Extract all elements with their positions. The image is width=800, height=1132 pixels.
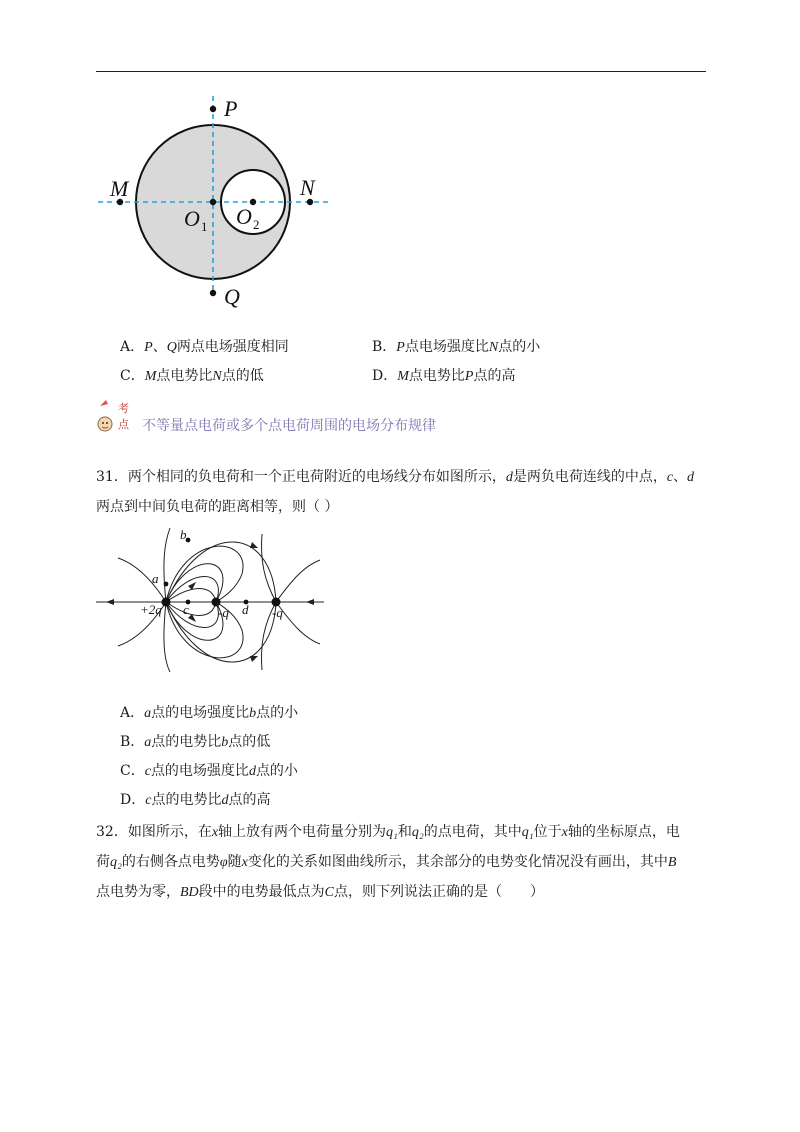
q30-option-a[interactable]: A．P、Q两点电场强度相同 xyxy=(120,339,289,355)
header-rule xyxy=(96,71,706,72)
q31-option-a[interactable]: A．a点的电场强度比b点的小 xyxy=(120,705,299,721)
label-neg-charge-2: -q xyxy=(272,605,283,620)
charge-positive xyxy=(162,598,171,607)
label-n: N xyxy=(300,175,315,200)
label-o2-sub: 2 xyxy=(253,217,260,232)
knowledge-point-text: 不等量点电荷或多个点电荷周围的电场分布规律 xyxy=(142,418,436,434)
q31-stem-line1: 31．两个相同的负电荷和一个正电荷附近的电场线分布如图所示，d是两负电荷连线的中点，c、d xyxy=(96,469,695,485)
q31-stem-line2: 两点到中间负电荷的距离相等，则（ ） xyxy=(96,499,339,515)
point-o1 xyxy=(210,199,216,205)
point-p xyxy=(210,106,216,112)
q31-option-c[interactable]: C．c点的电场强度比d点的小 xyxy=(120,763,298,779)
figure-field-lines xyxy=(92,524,332,674)
label-pos-charge: +2q xyxy=(140,602,162,617)
q31-option-b[interactable]: B．a点的电势比b点的低 xyxy=(120,734,271,750)
point-q xyxy=(210,290,216,296)
kaodian-badge-bottom: 点 xyxy=(118,418,129,431)
figure-hollow-sphere xyxy=(90,92,350,312)
q30-option-b[interactable]: B．P点电场强度比N点的小 xyxy=(372,339,541,355)
q32-stem-line2: 荷q₂的右侧各点电势φ随x变化的关系如图曲线所示，其余部分的电势变化情况没有画出，其中B xyxy=(96,854,677,870)
label-o1: O xyxy=(184,206,200,231)
q30-option-c[interactable]: C．M点电势比N点的低 xyxy=(120,368,264,384)
label-b: b xyxy=(180,527,187,542)
label-d: d xyxy=(242,602,249,617)
label-neg-charge-1: -q xyxy=(218,605,229,620)
q30-option-d[interactable]: D．M点电势比P点的高 xyxy=(372,368,516,384)
q31-option-d[interactable]: D．c点的电势比d点的高 xyxy=(120,792,271,808)
kaodian-badge-top: 考 xyxy=(118,402,129,415)
label-a: a xyxy=(152,571,159,586)
knowledge-point xyxy=(90,396,510,436)
label-p: P xyxy=(224,96,238,121)
q32-stem-line1: 32．如图所示，在x轴上放有两个电荷量分别为q₁和q₂的点电荷，其中q₁位于x轴的坐标原点，电 xyxy=(96,824,680,840)
label-c: c xyxy=(183,602,189,617)
label-o1-sub: 1 xyxy=(201,219,208,234)
label-q: Q xyxy=(224,284,240,309)
kaodian-icon xyxy=(90,396,140,436)
point-a xyxy=(164,582,169,587)
q32-stem-line3: 点电势为零，BD段中的电势最低点为C点，则下列说法正确的是（ ） xyxy=(96,884,545,900)
label-o2: O xyxy=(236,204,252,229)
label-m: M xyxy=(110,176,129,201)
